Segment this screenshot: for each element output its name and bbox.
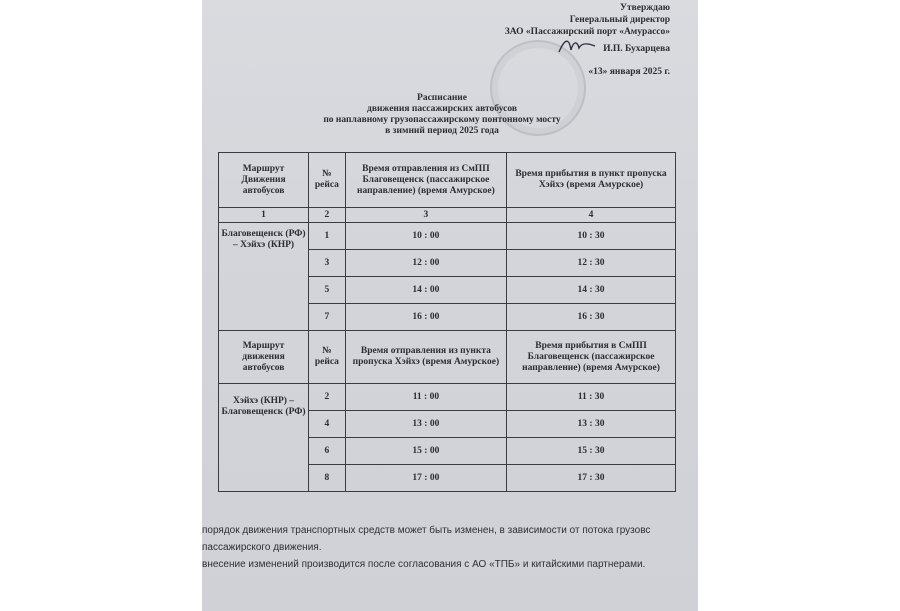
arrival-time: 14 : 30 <box>507 277 676 304</box>
column-index: 4 <box>507 208 676 223</box>
footnote-line-3: внесение изменений производится после согласования с АО «ТПБ» и китайскими партнерами. <box>202 559 646 570</box>
header-arrival: Время прибытия в пункт пропуска Хэйхэ (время Амурское) <box>507 153 676 208</box>
arrival-time: 10 : 30 <box>507 223 676 250</box>
table2-header-row <box>219 331 676 384</box>
approval-line-2: Генеральный директор <box>569 15 670 25</box>
signature-line <box>410 38 670 60</box>
trip-number: 3 <box>309 250 346 277</box>
approval-block <box>410 2 670 78</box>
approval-line-5: «13» января 2025 г. <box>588 67 670 77</box>
title-line-2: движения пассажирских автобусов <box>367 104 517 114</box>
departure-time: 13 : 00 <box>345 411 506 438</box>
arrival-time: 15 : 30 <box>507 438 676 465</box>
title-line-3: по наплавному грузопассажирскому понтонному мосту <box>323 115 561 125</box>
header-departure: Время отправления из пункта пропуска Хэйхэ (время Амурское) <box>345 331 506 384</box>
arrival-time: 16 : 30 <box>507 304 676 331</box>
schedule-title <box>272 93 612 137</box>
departure-time: 10 : 00 <box>345 223 506 250</box>
table-row <box>219 384 676 411</box>
arrival-time: 12 : 30 <box>507 250 676 277</box>
departure-time: 14 : 00 <box>345 277 506 304</box>
footnotes <box>202 522 698 573</box>
arrival-time: 17 : 30 <box>507 465 676 492</box>
arrival-time: 13 : 30 <box>507 411 676 438</box>
trip-number: 7 <box>309 304 346 331</box>
trip-number: 4 <box>309 411 346 438</box>
table1-header-row <box>219 153 676 208</box>
column-index-row <box>219 208 676 223</box>
footnote-line-1: порядок движения транспортных средств может быть изменен, в зависимости от потока грузовс <box>202 525 651 536</box>
column-index: 1 <box>219 208 309 223</box>
header-route: Маршрут движения автобусов <box>219 331 309 384</box>
column-index: 3 <box>345 208 506 223</box>
title-line-4: в зимний период 2025 года <box>385 126 499 136</box>
title-line-1: Расписание <box>417 93 467 103</box>
approval-line-1: Утверждаю <box>620 3 670 13</box>
header-trip-number: № рейса <box>309 153 346 208</box>
approval-line-3: ЗАО «Пассажирский порт «Амурассо» <box>504 27 670 37</box>
approval-line-4: И.П. Бухарцева <box>603 44 670 54</box>
header-route: Маршрут Движения автобусов <box>219 153 309 208</box>
departure-time: 11 : 00 <box>345 384 506 411</box>
trip-number: 6 <box>309 438 346 465</box>
handwritten-signature <box>557 38 597 60</box>
route-cell: Хэйхэ (КНР) – Благовещенск (РФ) <box>219 384 309 492</box>
departure-time: 15 : 00 <box>345 438 506 465</box>
header-trip-number: № рейса <box>309 331 346 384</box>
column-index: 2 <box>309 208 346 223</box>
arrival-time: 11 : 30 <box>507 384 676 411</box>
document-page <box>202 0 698 611</box>
table-row <box>219 223 676 250</box>
departure-time: 16 : 00 <box>345 304 506 331</box>
trip-number: 5 <box>309 277 346 304</box>
header-arrival: Время прибытия в СмПП Благовещенск (пассажирское направление) (время Амурское) <box>507 331 676 384</box>
footnote-line-2: пассажирского движения. <box>202 542 322 553</box>
trip-number: 8 <box>309 465 346 492</box>
trip-number: 1 <box>309 223 346 250</box>
schedule-table <box>218 152 676 492</box>
route-cell: Благовещенск (РФ) – Хэйхэ (КНР) <box>219 223 309 331</box>
departure-time: 12 : 00 <box>345 250 506 277</box>
header-departure: Время отправления из СмПП Благовещенск (пассажирское направление) (время Амурское) <box>345 153 506 208</box>
departure-time: 17 : 00 <box>345 465 506 492</box>
trip-number: 2 <box>309 384 346 411</box>
